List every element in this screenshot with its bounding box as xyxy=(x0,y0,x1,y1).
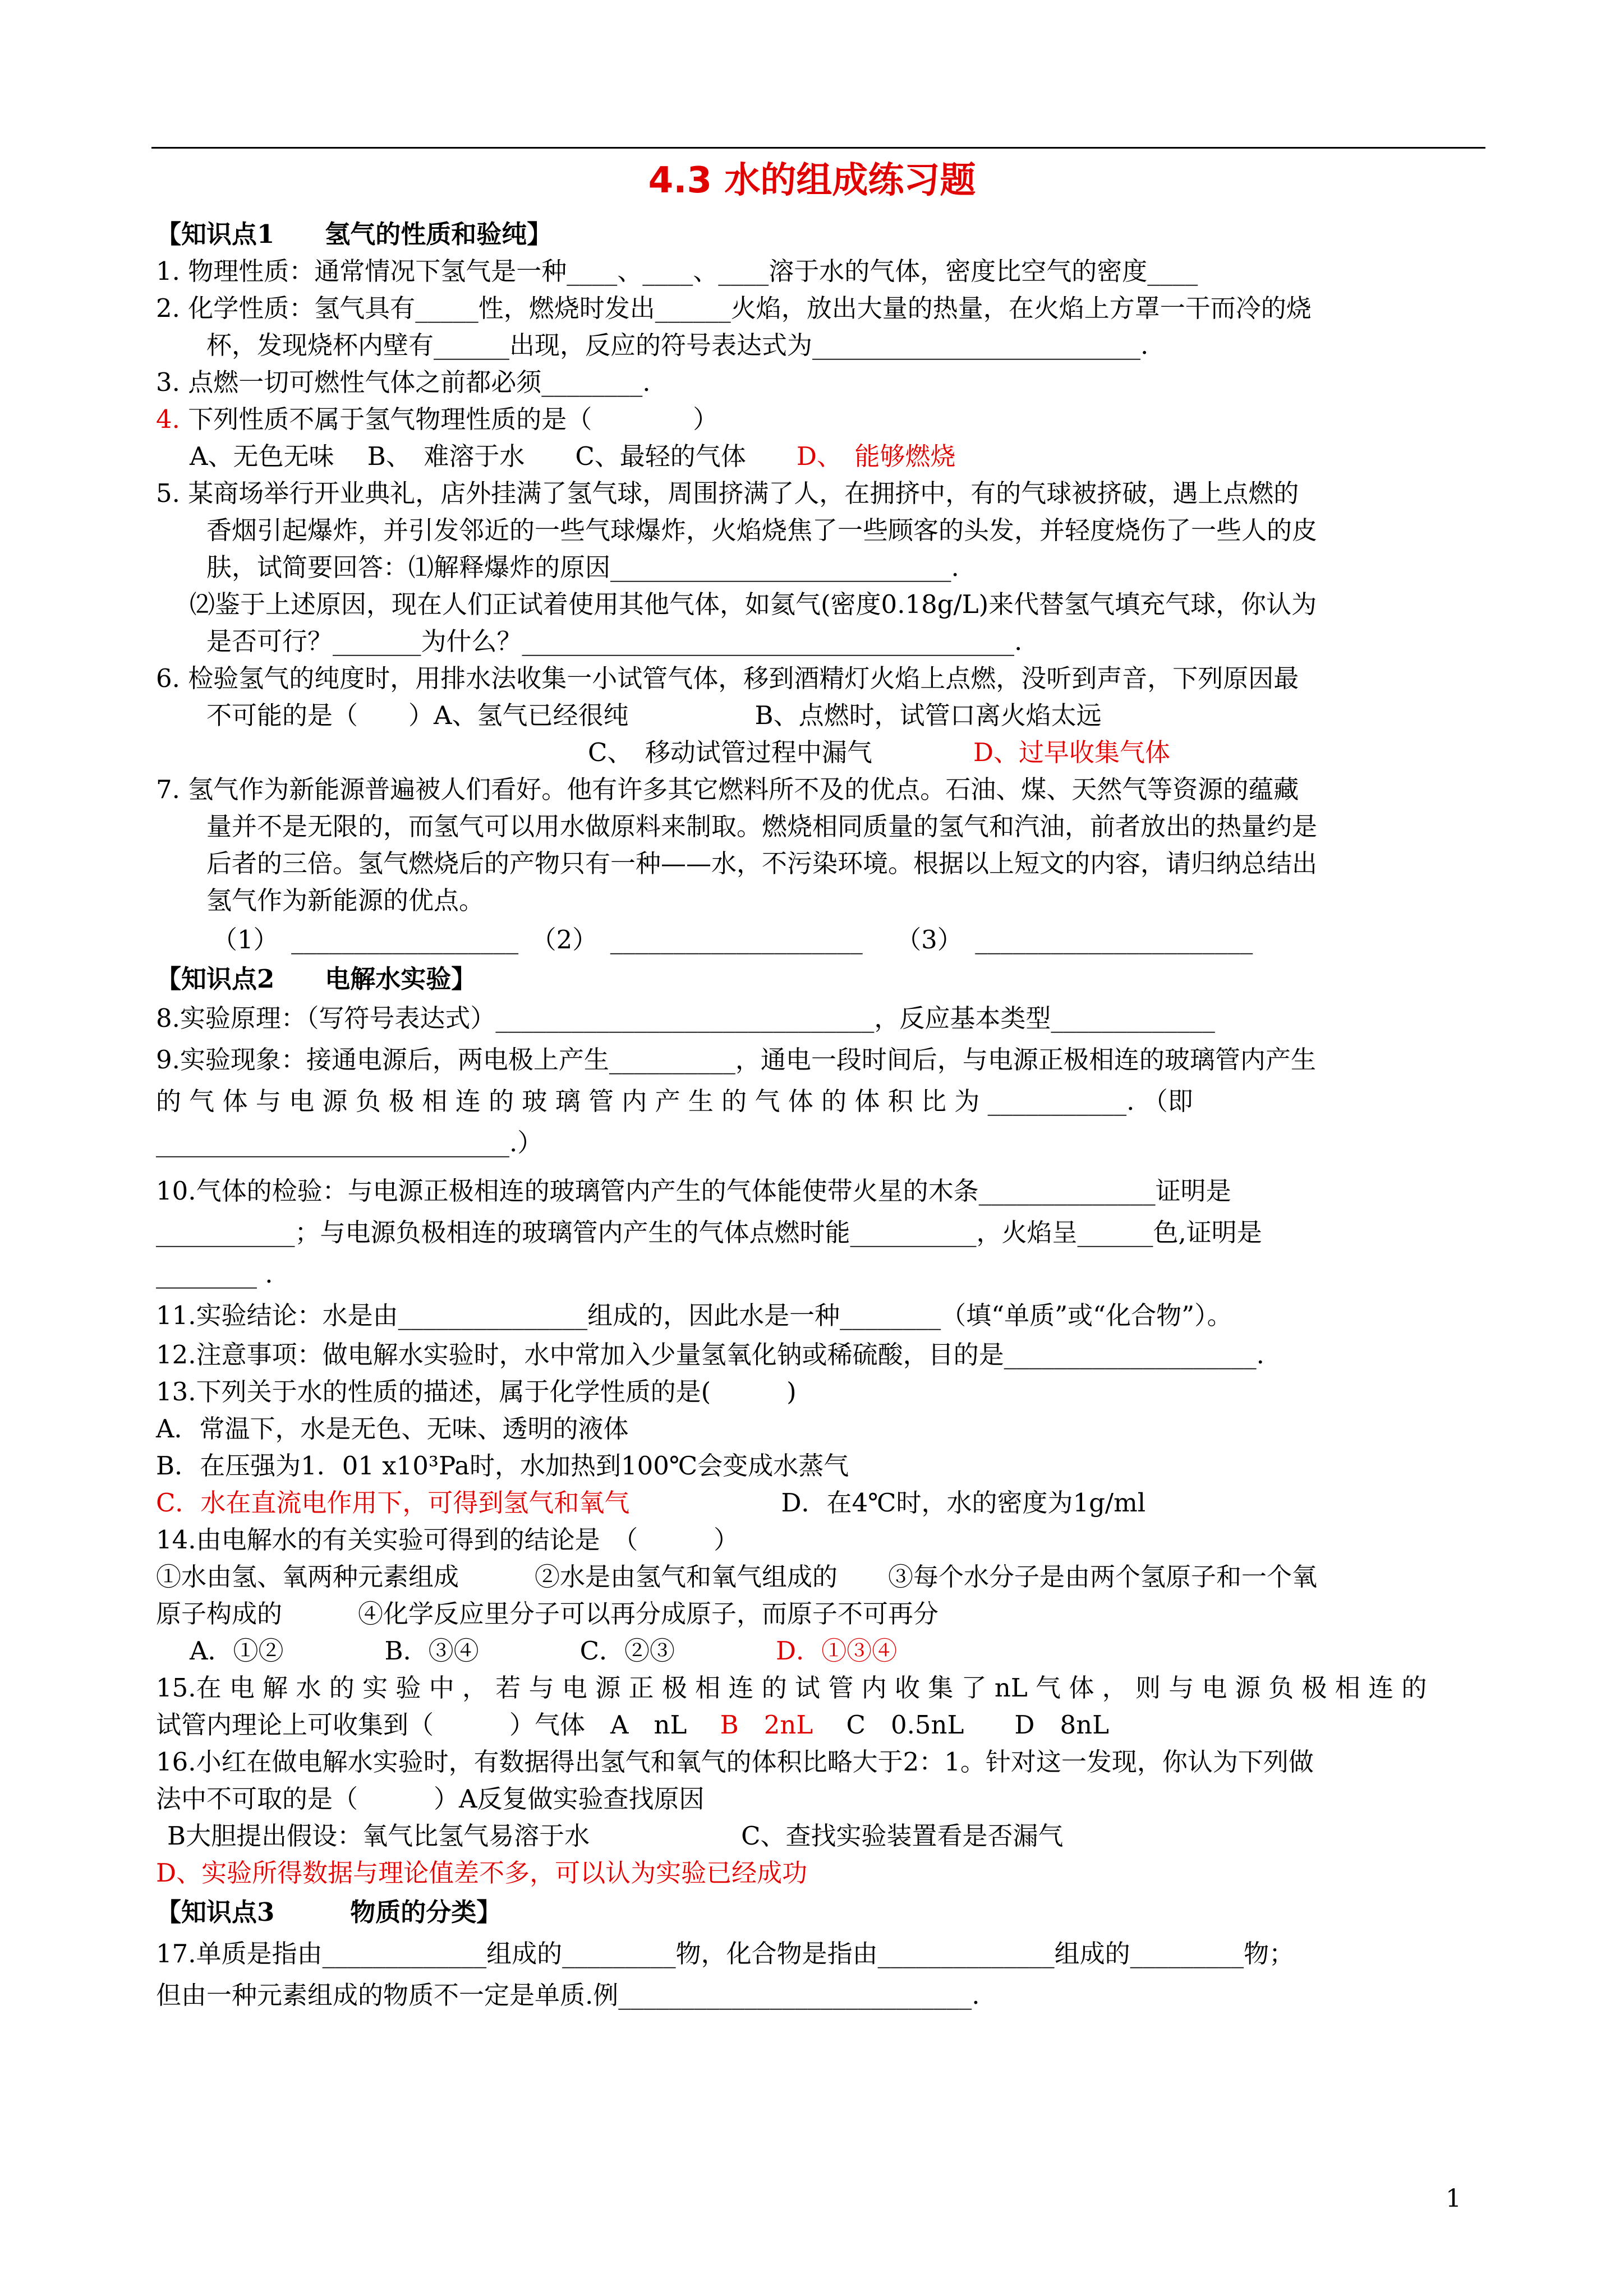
question-11: 11.实验结论：水是由_______________组成的，因此水是一种________（填“单质”或“化合物”）。 xyxy=(156,1301,1232,1330)
page-title: 4.3 水的组成练习题 xyxy=(648,160,976,201)
question-17-cont: 但由一种元素组成的物质不一定是单质.例____________________________. xyxy=(156,1980,980,2010)
question-6-options-ab: 不可能的是（ ）A、氢气已经很纯 B、点燃时，试管口离火焰太远 xyxy=(206,700,1102,730)
question-9-cont-2: ____________________________.） xyxy=(156,1128,543,1158)
question-4-options xyxy=(156,438,1487,475)
question-13-option-b: B．在压强为1．01 x10³Pa时，水加热到100℃会变成水蒸气 xyxy=(156,1451,849,1481)
question-13: 13.下列关于水的性质的描述，属于化学性质的是( ) xyxy=(156,1377,797,1407)
question-10-cont-2: ________ . xyxy=(156,1259,273,1289)
question-2-cont: 杯，发现烧杯内壁有______出现，反应的符号表达式为__________________________. xyxy=(206,330,1149,360)
question-4 xyxy=(156,401,1487,438)
question-4-number: 4. xyxy=(156,404,180,434)
q13-option-d: D．在4℃时，水的密度为1g/ml xyxy=(629,1488,1146,1518)
question-15-options xyxy=(156,1707,1487,1744)
question-12: 12.注意事项：做电解水实验时，水中常加入少量氢氧化钠或稀硫酸，目的是____________________. xyxy=(156,1340,1264,1370)
question-8: 8.实验原理：（写符号表达式）______________________________，反应基本类型_____________ xyxy=(156,1003,1215,1033)
question-15: 15.在 电 解 水 的 实 验 中 ， 若 与 电 源 正 极 相 连 的 试 管 内 收 集 了 nL 气 体 ， 则 与 电 源 负 极 相 连 的 xyxy=(156,1673,1427,1703)
q15-option-b: B 2nL xyxy=(687,1710,813,1740)
question-10: 10.气体的检验：与电源正极相连的玻璃管内产生的气体能使带火星的木条______________证明是 xyxy=(156,1176,1231,1206)
question-7: 7. 氢气作为新能源普遍被人们看好。他有许多其它燃料所不及的优点。石油、煤、天然气等资源的蕴藏 xyxy=(156,774,1299,804)
question-5-cont-1: 香烟引起爆炸，并引发邻近的一些气球爆炸，火焰烧焦了一些顾客的头发，并轻度烧伤了一些人的皮 xyxy=(206,515,1318,545)
q4-options-abc: A、无色无味 B、 难溶于水 C、最轻的气体 xyxy=(190,441,746,471)
question-10-cont-1: ___________；与电源负极相连的玻璃管内产生的气体点燃时能__________，火焰呈______色,证明是 xyxy=(156,1218,1262,1247)
section-heading-1: 【知识点1 氢气的性质和验纯】 xyxy=(156,219,553,249)
question-6-options-cd xyxy=(156,734,1487,771)
q14-options-abc: A．①② B．③④ C．②③ xyxy=(190,1636,675,1666)
q14-option-d: D．①③④ xyxy=(675,1636,898,1666)
question-7-cont-2: 后者的三倍。氢气燃烧后的产物只有一种——水，不污染环境。根据以上短文的内容，请归纳总结出 xyxy=(206,849,1318,878)
section-heading-3: 【知识点3 物质的分类】 xyxy=(156,1897,502,1927)
question-14-statements-1: ①水由氢、氧两种元素组成 ②水是由氢气和氧气组成的 ③每个水分子是由两个氢原子和一个氧 xyxy=(156,1562,1318,1592)
question-13-option-a: A．常温下，水是无色、无味、透明的液体 xyxy=(156,1414,629,1444)
q13-option-c: C．水在直流电作用下，可得到氢气和氧气 xyxy=(156,1488,630,1518)
q15-options-a: 试管内理论上可收集到（ ）气体 A nL xyxy=(156,1710,687,1740)
q6-option-d: D、过早收集气体 xyxy=(872,737,1171,767)
question-14-options xyxy=(156,1633,1487,1670)
q6-option-c: C、 移动试管过程中漏气 xyxy=(588,737,872,767)
question-7-cont-1: 量并不是无限的，而氢气可以用水做原料来制取。燃烧相同质量的氢气和汽油，前者放出的热量约是 xyxy=(206,812,1318,841)
question-5-part-2: ⑵鉴于上述原因，现在人们正试着使用其他气体，如氦气(密度0.18g/L)来代替氢气填充气球，你认为 xyxy=(190,589,1317,619)
question-14-statements-2: 原子构成的 ④化学反应里分子可以再分成原子，而原子不可再分 xyxy=(156,1599,939,1629)
question-16: 16.小红在做电解水实验时，有数据得出氢气和氧气的体积比略大于2：1。针对这一发现，你认为下列做 xyxy=(156,1747,1314,1777)
question-14: 14.由电解水的有关实验可得到的结论是 （ ） xyxy=(156,1525,739,1555)
question-4-text: 下列性质不属于氢气物理性质的是（ ） xyxy=(180,404,719,434)
header-rule xyxy=(151,147,1485,149)
section-heading-2: 【知识点2 电解水实验】 xyxy=(156,964,477,994)
question-2: 2. 化学性质：氢气具有_____性，燃烧时发出______火焰，放出大量的热量，在火焰上方罩一干而冷的烧 xyxy=(156,293,1312,323)
question-13-options-cd xyxy=(156,1484,1487,1522)
question-5: 5. 某商场举行开业典礼，店外挂满了氢气球，周围挤满了人，在拥挤中，有的气球被挤破，遇上点燃的 xyxy=(156,478,1299,508)
question-16-cont: 法中不可取的是（ ）A反复做实验查找原因 xyxy=(156,1784,705,1814)
q15-options-cd: C 0.5nL D 8nL xyxy=(813,1710,1109,1740)
question-16-options-bc: B大胆提出假设：氧气比氢气易溶于水 C、查找实验装置看是否漏气 xyxy=(167,1821,1064,1851)
question-6: 6. 检验氢气的纯度时，用排水法收集一小试管气体，移到酒精灯火焰上点燃，没听到声音，下列原因最 xyxy=(156,663,1299,693)
question-9: 9.实验现象：接通电源后，两电极上产生__________，通电一段时间后，与电源正极相连的玻璃管内产生 xyxy=(156,1045,1316,1075)
question-7-cont-3: 氢气作为新能源的优点。 xyxy=(206,886,485,915)
question-9-cont-1: 的 气 体 与 电 源 负 极 相 连 的 玻 璃 管 内 产 生 的 气 体 的 体 积 比 为 ___________. （即 xyxy=(156,1086,1193,1116)
question-7-blanks: （1） __________________ （2） ____________________ （3） ______________________ xyxy=(212,925,1253,955)
question-3: 3. 点燃一切可燃性气体之前都必须________. xyxy=(156,367,651,397)
q4-option-d: D、 能够燃烧 xyxy=(746,441,956,471)
question-1: 1. 物理性质：通常情况下氢气是一种____、____、____溶于水的气体，密度比空气的密度____ xyxy=(156,256,1198,286)
page-number: 1 xyxy=(1446,2184,1461,2213)
question-5-cont-2: 肤，试简要回答：⑴解释爆炸的原因___________________________. xyxy=(206,552,959,582)
question-5-part-2-cont: 是否可行？_______为什么？_______________________________________. xyxy=(206,626,1023,656)
question-17: 17.单质是指由_____________组成的_________物，化合物是指由______________组成的_________物； xyxy=(156,1939,1295,1968)
question-16-option-d: D、实验所得数据与理论值差不多，可以认为实验已经成功 xyxy=(156,1858,808,1888)
worksheet-body xyxy=(156,216,1487,2016)
